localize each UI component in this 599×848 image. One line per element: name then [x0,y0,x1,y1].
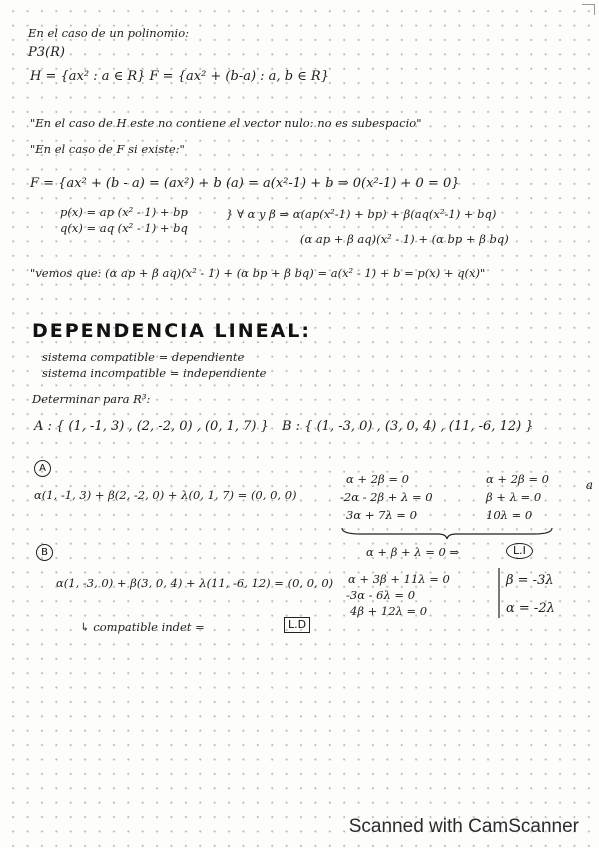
part-a-reduced-row-1: α + 2β = 0 [486,472,549,486]
part-a-reduced-row-3: 10λ = 0 [486,508,533,522]
part-b-solution-alpha: α = -2λ [506,601,555,616]
part-b-bracket [496,568,502,620]
corner-mark [582,4,595,15]
p3-label: P3(R) [28,45,65,60]
part-b-result-ld: L.D [284,617,310,633]
part-b-system-row-2: -3α - 6λ = 0 [346,588,416,602]
part-b-equation: α(1, -3, 0) + β(3, 0, 4) + λ(11, -6, 12) = (0, 0, 0) [56,576,334,590]
scanner-watermark: Scanned with CamScanner [348,816,579,837]
part-a-result-li: L.I [506,543,533,559]
combined-expression: (α ap + β aq)(x² - 1) + (α bp + β bq) [300,232,509,246]
part-a-reduced-row-2: β + λ = 0 [486,490,542,504]
vemos-line: "vemos que: (α ap + β aq)(x² - 1) + (α bp + β bq) = a(x² - 1) + b = p(x) + q(x)" [30,266,486,280]
definition-incompatible: sistema incompatible = independiente [42,366,267,380]
set-b: B : { (1, -3, 0) , (3, 0, 4) , (11, -6, 12) } [282,419,534,434]
intro-line: En el caso de un polinomio: [28,26,190,40]
part-a-label: A [34,460,51,477]
determinar-line: Determinar para R³: [32,392,151,406]
quote-f: "En el caso de F si existe:" [30,142,185,156]
part-b-conclusion: ↳ compatible indet = [80,620,205,634]
set-a: A : { (1, -1, 3) , (2, -2, 0) , (0, 1, 7) } [34,419,269,434]
part-a-conclusion: α + β + λ = 0 ⇒ [366,545,460,559]
part-b-solution-beta: β = -3λ [506,573,554,588]
alpha-beta-combination: } ∀ α y β ⇒ α(ap(x²-1) + bp) + β(aq(x²-1) + bq) [226,207,497,221]
part-a-brace [340,526,555,540]
part-a-system-row-3: 3α + 7λ = 0 [346,508,417,522]
p-x-definition: p(x) = ap (x² - 1) + bp [60,205,188,219]
f-zero-vector: F = {ax² + (b - a) = (ax²) + b (a) = a(x²-1) + b ⇒ 0(x²-1) + 0 = 0} [30,176,460,191]
stray-mark: a [585,478,593,492]
definition-compatible: sistema compatible = dependiente [42,350,245,364]
part-b-label: B [36,544,53,561]
part-b-system-row-1: α + 3β + 11λ = 0 [348,572,450,586]
part-a-system-row-1: α + 2β = 0 [346,472,409,486]
q-x-definition: q(x) = aq (x² - 1) + bq [60,221,188,235]
part-a-equation: α(1, -1, 3) + β(2, -2, 0) + λ(0, 1, 7) = (0, 0, 0) [34,488,297,502]
section-heading: DEPENDENCIA LINEAL: [32,320,312,342]
sets-definition: H = {ax² : a ∈ R} F = {ax² + (b-a) : a, b ∈ R} [30,69,329,84]
part-a-system-row-2: -2α - 2β + λ = 0 [340,490,433,504]
quote-h: "En el caso de H este no contiene el vector nulo: no es subespacio" [30,116,422,130]
part-b-system-row-3: 4β + 12λ = 0 [350,604,428,618]
